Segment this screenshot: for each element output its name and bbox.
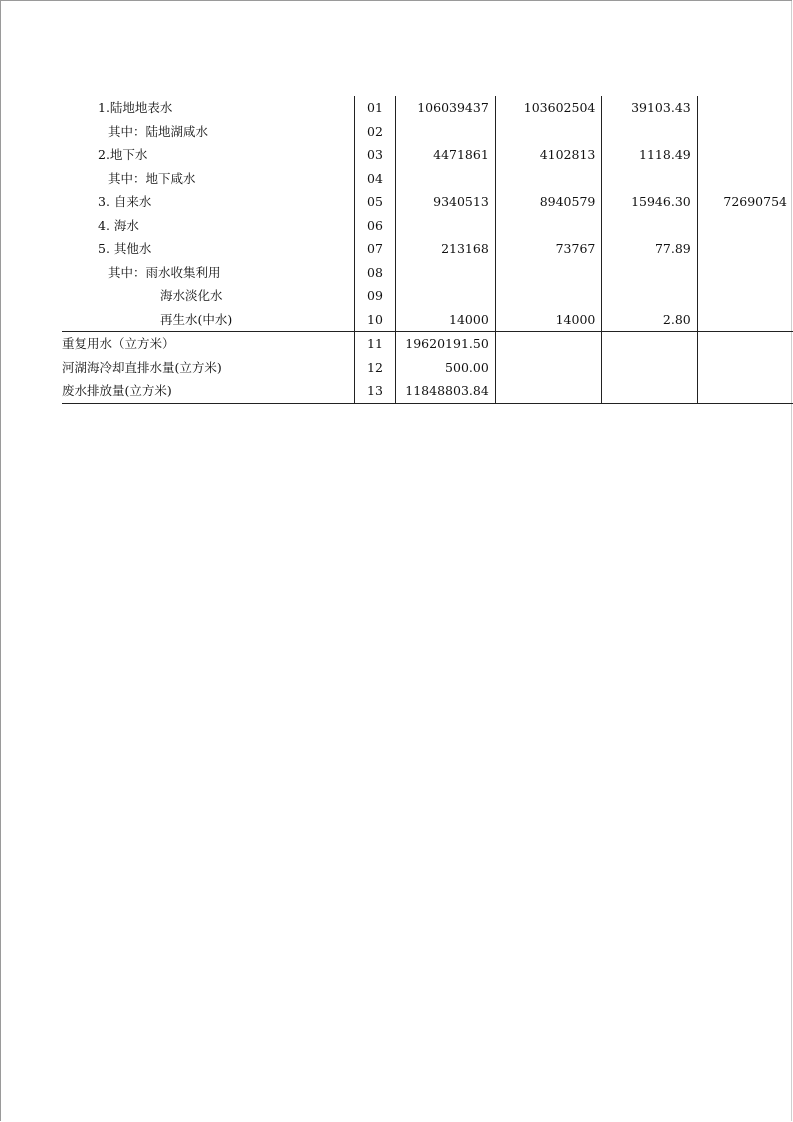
cell-value xyxy=(697,120,793,144)
cell-value xyxy=(495,379,602,403)
cell-value: 15946.30 xyxy=(602,190,697,214)
table-row xyxy=(62,356,793,380)
row-code: 06 xyxy=(354,214,395,238)
row-label: 5. 其他水 xyxy=(98,241,152,256)
row-code: 12 xyxy=(354,356,395,380)
cell-value xyxy=(697,284,793,308)
table-row xyxy=(62,167,793,191)
cell-value xyxy=(697,308,793,332)
row-code: 09 xyxy=(354,284,395,308)
cell-value: 213168 xyxy=(396,237,496,261)
row-code: 01 xyxy=(354,96,395,120)
cell-value: 8940579 xyxy=(495,190,602,214)
cell-value xyxy=(495,261,602,285)
cell-value: 2.80 xyxy=(602,308,697,332)
cell-value xyxy=(495,214,602,238)
cell-value xyxy=(602,261,697,285)
row-code: 13 xyxy=(354,379,395,403)
row-label: 河湖海冷却直排水量(立方米) xyxy=(62,359,222,375)
table-row xyxy=(62,237,793,261)
cell-value: 14000 xyxy=(495,308,602,332)
row-code: 04 xyxy=(354,167,395,191)
cell-value xyxy=(697,261,793,285)
cell-value xyxy=(495,356,602,380)
table-row xyxy=(62,214,793,238)
cell-value xyxy=(602,379,697,403)
table-row xyxy=(62,120,793,144)
table-row xyxy=(62,143,793,167)
row-label: 1.陆地地表水 xyxy=(98,100,173,115)
cell-value xyxy=(495,167,602,191)
cell-value xyxy=(697,237,793,261)
cell-value: 103602504 xyxy=(495,96,602,120)
row-label: 海水淡化水 xyxy=(160,288,223,303)
row-label: 再生水(中水) xyxy=(160,311,233,327)
row-code: 10 xyxy=(354,308,395,332)
table-row xyxy=(62,284,793,308)
cell-value xyxy=(495,120,602,144)
cell-value xyxy=(396,214,496,238)
cell-value xyxy=(697,332,793,356)
cell-value xyxy=(396,167,496,191)
cell-value xyxy=(396,261,496,285)
table-row xyxy=(62,96,793,120)
cell-value xyxy=(602,120,697,144)
cell-value xyxy=(602,214,697,238)
cell-value: 14000 xyxy=(396,308,496,332)
cell-value xyxy=(697,379,793,403)
cell-value xyxy=(602,284,697,308)
table-row xyxy=(62,190,793,214)
cell-value xyxy=(697,214,793,238)
cell-value xyxy=(602,356,697,380)
cell-value xyxy=(495,332,602,356)
row-label: 4. 海水 xyxy=(98,217,139,233)
water-usage-table xyxy=(62,96,793,404)
row-code: 03 xyxy=(354,143,395,167)
cell-value: 500.00 xyxy=(396,356,496,380)
cell-value: 72690754 xyxy=(697,190,793,214)
row-label: 废水排放量(立方米) xyxy=(62,379,354,403)
cell-value xyxy=(697,96,793,120)
cell-value xyxy=(602,332,697,356)
cell-value xyxy=(396,284,496,308)
table-row xyxy=(62,332,793,356)
row-label: 2.地下水 xyxy=(98,147,148,162)
row-code: 02 xyxy=(354,120,395,144)
row-code: 07 xyxy=(354,237,395,261)
row-label: 3. 自来水 xyxy=(98,194,152,209)
cell-value xyxy=(697,356,793,380)
cell-value xyxy=(396,120,496,144)
cell-value xyxy=(697,167,793,191)
cell-value: 73767 xyxy=(495,237,602,261)
cell-value: 1118.49 xyxy=(602,143,697,167)
cell-value: 19620191.50 xyxy=(396,332,496,356)
cell-value xyxy=(697,143,793,167)
table-row xyxy=(62,308,793,332)
cell-value xyxy=(495,284,602,308)
row-label: 其中：雨水收集利用 xyxy=(108,264,221,280)
cell-value: 39103.43 xyxy=(602,96,697,120)
cell-value: 4102813 xyxy=(495,143,602,167)
row-code: 05 xyxy=(354,190,395,214)
cell-value xyxy=(602,167,697,191)
row-label: 重复用水（立方米） xyxy=(62,332,354,356)
cell-value: 11848803.84 xyxy=(396,379,496,403)
row-code: 08 xyxy=(354,261,395,285)
cell-value: 4471861 xyxy=(396,143,496,167)
row-code: 11 xyxy=(354,332,395,356)
table-row xyxy=(62,379,793,403)
row-label: 其中：陆地湖咸水 xyxy=(108,123,209,139)
row-label: 其中：地下咸水 xyxy=(108,170,196,186)
cell-value: 77.89 xyxy=(602,237,697,261)
cell-value: 9340513 xyxy=(396,190,496,214)
cell-value: 106039437 xyxy=(396,96,496,120)
table-row xyxy=(62,261,793,285)
